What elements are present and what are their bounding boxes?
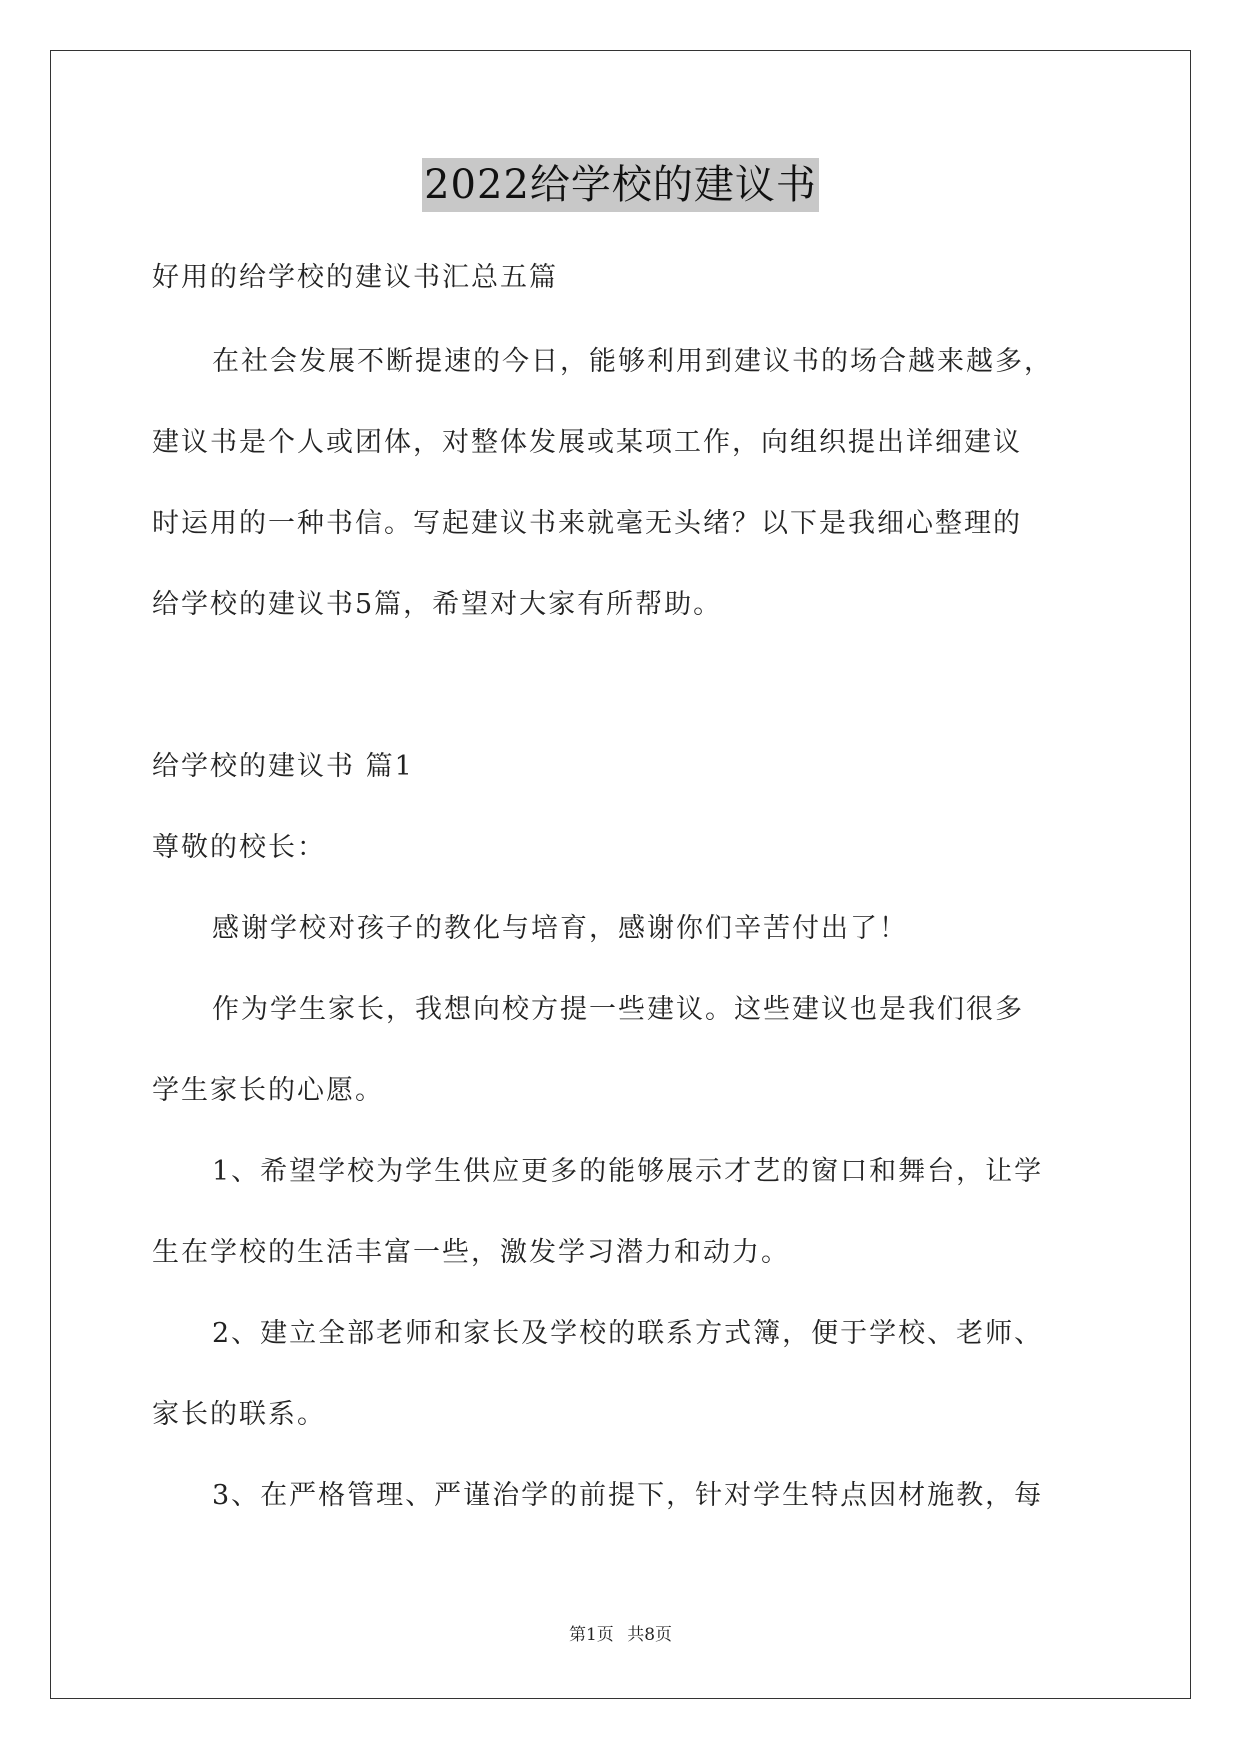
paragraph-line: 1、希望学校为学生供应更多的能够展示才艺的窗口和舞台，让学 xyxy=(212,1156,1044,1187)
paragraph-line: 给学校的建议书5篇，希望对大家有所帮助。 xyxy=(152,589,723,620)
title-container xyxy=(0,158,1241,212)
paragraph-line: 时运用的一种书信。写起建议书来就毫无头绪？以下是我细心整理的 xyxy=(152,508,1022,539)
paragraph-line: 家长的联系。 xyxy=(152,1399,326,1430)
salutation: 尊敬的校长： xyxy=(152,832,326,863)
paragraph-line: 作为学生家长，我想向校方提一些建议。这些建议也是我们很多 xyxy=(212,994,1024,1025)
paragraph-line: 3、在严格管理、严谨治学的前提下，针对学生特点因材施教，每 xyxy=(212,1480,1044,1511)
paragraph-line: 学生家长的心愿。 xyxy=(152,1075,384,1106)
paragraph-line: 感谢学校对孩子的教化与培育，感谢你们辛苦付出了！ xyxy=(212,913,908,944)
paragraph-line: 建议书是个人或团体，对整体发展或某项工作，向组织提出详细建议 xyxy=(152,427,1022,458)
page-footer xyxy=(0,1620,1241,1645)
page-total: 共8页 xyxy=(627,1625,673,1645)
document-title: 2022给学校的建议书 xyxy=(422,158,819,212)
paragraph-line: 2、建立全部老师和家长及学校的联系方式簿，便于学校、老师、 xyxy=(212,1318,1044,1349)
section-heading: 给学校的建议书 篇1 xyxy=(152,751,414,782)
page-number: 第1页 xyxy=(568,1625,614,1645)
subtitle-line: 好用的给学校的建议书汇总五篇 xyxy=(152,262,558,293)
page-border xyxy=(50,50,1191,1699)
paragraph-line: 生在学校的生活丰富一些，激发学习潜力和动力。 xyxy=(152,1237,790,1268)
paragraph-line: 在社会发展不断提速的今日，能够利用到建议书的场合越来越多， xyxy=(212,346,1053,377)
